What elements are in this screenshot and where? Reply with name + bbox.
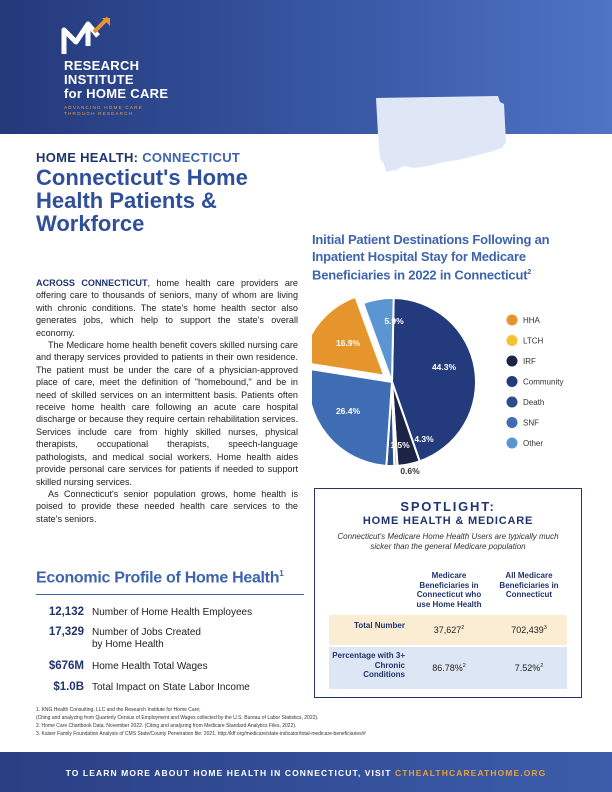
eyebrow-topic: HOME HEALTH: [36, 150, 143, 165]
legend-swatch-community [507, 376, 518, 387]
footer-link[interactable]: CTHEALTHCAREATHOME.ORG [394, 768, 547, 778]
spotlight-column-all-medicare: All Medicare Beneficiaries in Connecticut [499, 571, 559, 599]
economic-profile-divider [36, 594, 304, 595]
chart-title-text: Initial Patient Destinations Following an Inpatient Hospital Stay for Medicare Beneficiaries in 2022 in Connecticut [312, 232, 550, 283]
logo-tagline: ADVANCING HOME CARE THROUGH RESEARCH [64, 105, 143, 116]
footnote: (Citing and analyzing from Quarterly Census of Employment and Wages collected by the U.S. Bureau of Labor Statistics, 2022). [36, 715, 319, 721]
intro-paragraph-1 [36, 277, 298, 339]
economic-label: Total Impact on State Labor Income [92, 682, 250, 693]
pie-label-community: 44.3% [431, 362, 457, 372]
footnote: 1. KNG Health Consulting, LLC and the Research Institute for Home Care; [36, 707, 201, 713]
spotlight-box [314, 488, 582, 698]
spotlight-cell-ref: 2 [540, 663, 544, 669]
economic-label: Number of Jobs Created by Home Health [92, 627, 201, 650]
header-banner [0, 0, 612, 134]
pie-chart [312, 290, 582, 480]
logo-line-2: INSTITUTE [64, 72, 134, 87]
spotlight-subheading: HOME HEALTH & MEDICARE [362, 515, 534, 527]
spotlight-cell-value: 7.52% [514, 663, 541, 673]
intro-paragraph-3: As Connecticut's senior population grows, home health is poised to provide these needed health care services to the state's seniors. [36, 488, 298, 524]
economic-value: 17,329 [48, 626, 84, 638]
footnote: 3. Kaiser Family Foundation Analysis of CMS State/County Penetration file: 2021. http://kff.org/medicare/state-indicator/total-medicare-beneficiaries/# [36, 731, 366, 737]
economic-value: $676M [48, 660, 84, 672]
spotlight-row-label: Total Number [354, 621, 405, 630]
pie-slice-snf [312, 369, 392, 466]
economic-label: Number of Home Health Employees [92, 607, 253, 618]
economic-value: $1.0B [53, 681, 84, 693]
legend-label-community: Community [523, 377, 564, 387]
spotlight-cell-ref: 2 [461, 625, 465, 631]
legend-label-irf: IRF [523, 357, 536, 366]
spotlight-cell [413, 625, 485, 635]
legend-swatch-ltch [507, 335, 518, 346]
logo-mark-icon [60, 16, 120, 56]
legend-swatch-hha [507, 315, 518, 326]
intro-lead: ACROSS CONNECTICUT [36, 278, 148, 288]
legend-label-other: Other [523, 439, 544, 448]
economic-profile-title [36, 569, 283, 587]
pie-label-ltch: 0.6% [400, 466, 420, 476]
spotlight-cell-ref: 2 [462, 663, 466, 669]
pie-label-hha: 16.9% [335, 338, 361, 348]
legend-label-ltch: LTCH [523, 336, 544, 346]
eyebrow-state: CONNECTICUT [142, 150, 241, 165]
chart-title-ref: 2 [527, 269, 532, 276]
footnote: 2. Home Care Chartbook Data. November 2022. (Citing and analyzing from Medicare Standard Analytics Files, 2022). [36, 723, 297, 729]
spotlight-cell [493, 663, 565, 673]
spotlight-cell [493, 625, 565, 635]
legend-swatch-death [507, 397, 518, 408]
legend-label-snf: SNF [523, 418, 539, 428]
economic-label: Home Health Total Wages [92, 661, 208, 672]
spotlight-cell [413, 663, 485, 673]
intro-paragraph-2: The Medicare home health benefit covers skilled nursing care and therapy services provided to patients in their own residence. The patient must be under the care of a physician-approved place of care, meet the definition of "homebound," and be in need of skilled services on an intermittent basis. Patients often receive home health care following an acute care hospital discharge or because they require certain rehabilitation services. Services include care from highly skilled nurses, physical therapists, occupational therapists, speech-language pathologists, and medical social workers. Home health aides provide personal care services for patients if needed to support skilled nursing services. [36, 340, 298, 487]
spotlight-row-label: Percentage with 3+ Chronic Conditions [332, 651, 405, 679]
legend-swatch-irf [507, 356, 518, 367]
spotlight-row-chronic [329, 647, 567, 689]
spotlight-row-total [329, 615, 567, 645]
legend-label-death: Death [523, 398, 545, 407]
intro-text [36, 277, 298, 525]
footer-text-prefix: TO LEARN MORE ABOUT HOME HEALTH IN CONNECTICUT, VISIT [65, 768, 395, 778]
chart-title [312, 232, 578, 284]
pie-label-death: 1.5% [390, 440, 410, 450]
page-title: Connecticut's Home Health Patients & Workforce [36, 165, 248, 236]
connecticut-map-icon [370, 94, 518, 174]
page-eyebrow [36, 150, 240, 165]
legend-label-hha: HHA [523, 316, 540, 325]
logo [58, 16, 198, 120]
pie-label-snf: 26.4% [335, 406, 361, 416]
logo-line-3: for HOME CARE [64, 86, 169, 101]
spotlight-cell-value: 37,627 [433, 625, 462, 635]
spotlight-subtitle: Connecticut's Medicare Home Health Users are typically much sicker than the general Medicare population [337, 532, 559, 551]
spotlight-cell-value: 86.78% [432, 663, 463, 673]
economic-profile-title-text: Economic Profile of Home Health [36, 569, 280, 587]
economic-profile-ref: 1 [279, 569, 284, 578]
economic-value: 12,132 [48, 606, 84, 618]
pie-label-irf: 4.3% [414, 434, 434, 444]
spotlight-column-home-health: Medicare Beneficiaries in Connecticut who use Home Health [416, 571, 482, 609]
spotlight-cell-value: 702,439 [511, 625, 544, 635]
legend-swatch-other [507, 438, 518, 449]
logo-line-1: RESEARCH [64, 58, 140, 73]
pie-label-other: 5.9% [384, 316, 404, 326]
spotlight-cell-ref: 3 [543, 625, 547, 631]
footnotes [36, 706, 576, 738]
intro-paragraph-1-text: , home health care providers are offering care to thousands of seniors, many of whom are living with chronic conditions. The state's home health sector also generates jobs, which help to support the state's overall economy. [36, 278, 298, 338]
footer-banner [0, 752, 612, 792]
footer-text [0, 768, 612, 778]
legend-swatch-snf [507, 417, 518, 428]
spotlight-heading: SPOTLIGHT: [400, 499, 496, 514]
